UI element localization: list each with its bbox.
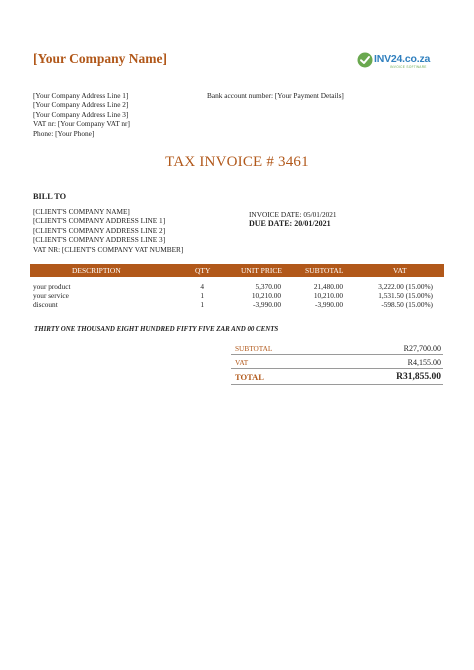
company-phone: Phone: [Your Phone] — [33, 128, 95, 138]
client-company-name: [CLIENT'S COMPANY NAME] — [33, 207, 130, 216]
address-line: [Your Company Address Line 2] — [33, 100, 129, 110]
row-unit-price: 10,210.00 — [251, 291, 281, 300]
checkmark-icon — [357, 52, 373, 68]
address-line: [Your Company Address Line 1] — [33, 91, 129, 100]
amount-in-words: THIRTY ONE THOUSAND EIGHT HUNDRED FIFTY FIVE ZAR AND 00 CENTS — [34, 326, 279, 333]
total-value: R31,855.00 — [396, 372, 441, 382]
row-subtotal: 10,210.00 — [313, 291, 343, 300]
totals-divider — [231, 354, 443, 355]
bank-account: Bank account number: [Your Payment Details] — [207, 91, 344, 100]
company-vat: VAT nr: [Your Company VAT nr] — [33, 119, 130, 129]
client-address-line: [CLIENT'S COMPANY ADDRESS LINE 1] — [33, 216, 166, 226]
logo-text: INV24.co.za — [374, 53, 431, 65]
row-subtotal: -3,990.00 — [315, 300, 343, 309]
row-vat: 3,222.00 (15.00%) — [378, 282, 433, 291]
logo-subtitle: INVOICE SOFTWARE — [390, 65, 427, 69]
address-line: [Your Company Address Line 3] — [33, 109, 129, 119]
vat-value: R4,155.00 — [407, 358, 441, 367]
client-address-line: [CLIENT'S COMPANY ADDRESS LINE 3] — [33, 235, 166, 245]
invoice-dates — [249, 210, 337, 229]
row-description: discount — [33, 300, 58, 309]
company-name: [Your Company Name] — [33, 51, 167, 66]
vat-label: VAT — [235, 358, 249, 367]
inv24-logo — [357, 50, 449, 74]
row-qty: 1 — [200, 291, 204, 300]
subtotal-label: SUBTOTAL — [235, 344, 273, 353]
client-address-line: [CLIENT'S COMPANY ADDRESS LINE 2] — [33, 225, 166, 235]
bill-to-label: BILL TO — [33, 192, 67, 201]
table-row — [0, 300, 474, 309]
row-vat: 1,531.50 (15.00%) — [378, 291, 433, 300]
total-label: TOTAL — [235, 372, 264, 382]
invoice-date: INVOICE DATE: 05/01/2021 — [249, 210, 337, 219]
header-vat: VAT — [393, 266, 407, 275]
client-vat: VAT NR: [CLIENT'S COMPANY VAT NUMBER] — [33, 244, 184, 254]
totals-divider — [231, 368, 443, 369]
header-description: DESCRIPTION — [72, 266, 121, 275]
header-qty: QTY — [195, 266, 211, 275]
totals-divider — [231, 384, 443, 385]
header-unit-price: UNIT PRICE — [241, 266, 282, 275]
table-row — [0, 291, 474, 300]
table-header — [30, 264, 444, 277]
row-description: your service — [33, 291, 69, 300]
row-qty: 1 — [200, 300, 204, 309]
due-date: DUE DATE: 20/01/2021 — [249, 219, 331, 229]
company-address — [33, 91, 130, 138]
row-qty: 4 — [200, 282, 204, 291]
row-unit-price: -3,990.00 — [253, 300, 281, 309]
invoice-title: TAX INVOICE # 3461 — [165, 154, 309, 170]
row-description: your product — [33, 282, 71, 291]
row-unit-price: 5,370.00 — [255, 282, 281, 291]
table-row — [0, 282, 474, 291]
row-subtotal: 21,480.00 — [313, 282, 343, 291]
subtotal-value: R27,700.00 — [403, 344, 441, 353]
client-details — [33, 207, 183, 254]
row-vat: -598.50 (15.00%) — [381, 300, 433, 309]
header-subtotal: SUBTOTAL — [305, 266, 344, 275]
